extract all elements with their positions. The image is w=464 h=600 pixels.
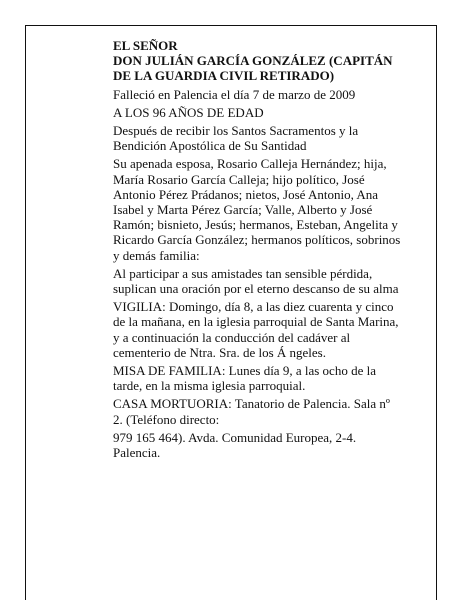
vigil-line: de la mañana, en la iglesia parroquial de Santa Marina, xyxy=(113,314,399,330)
family-mass-paragraph xyxy=(113,363,418,393)
family-line: Su apenada esposa, Rosario Calleja Hernández; hija, xyxy=(113,156,387,172)
sacraments-line: Bendición Apostólica de Su Santidad xyxy=(113,138,307,154)
vigil-paragraph xyxy=(113,299,418,360)
family-line: y demás familia: xyxy=(113,247,200,263)
family-line: María Rosario García Calleja; hijo político, José xyxy=(113,171,365,187)
sacraments-paragraph xyxy=(113,123,418,153)
death-notice: Falleció en Palencia el día 7 de marzo de 2009 xyxy=(113,86,356,102)
family-mass-line: MISA DE FAMILIA: Lunes día 9, a las ocho de la xyxy=(113,363,376,379)
funeral-home-line: 2. (Teléfono directo: xyxy=(113,411,220,427)
funeral-home-line: CASA MORTUORIA: Tanatorio de Palencia. Sala nº xyxy=(113,396,390,412)
family-line: Ramón; bisnieto, Jesús; hermanos, Esteban, Angelita y xyxy=(113,217,398,233)
vigil-line: cementerio de Ntra. Sra. de los Á ngeles. xyxy=(113,344,326,360)
vigil-line: y a continuación la conducción del cadáver al xyxy=(113,329,351,345)
heading-title: EL SEÑOR xyxy=(113,38,178,53)
obituary-notice xyxy=(113,38,418,460)
funeral-home-line: Palencia. xyxy=(113,445,161,461)
age-line: A LOS 96 AÑOS DE EDAD xyxy=(113,104,264,120)
sacraments-line: Después de recibir los Santos Sacramentos y la xyxy=(113,123,359,139)
request-line: Al participar a sus amistades tan sensible pérdida, xyxy=(113,265,373,281)
deceased-name: DON JULIÁN GARCÍA GONZÁLEZ (CAPITÁN xyxy=(113,53,393,69)
family-line: Ricardo García González; hermanos políticos, sobrinos xyxy=(113,232,401,248)
family-line: Antonio Pérez Prádanos; nietos, José Antonio, Ana xyxy=(113,186,379,202)
funeral-home-paragraph xyxy=(113,396,418,460)
vigil-line: VIGILIA: Domingo, día 8, a las diez cuarenta y cinco xyxy=(113,299,394,315)
family-paragraph xyxy=(113,156,418,262)
request-line: suplican una oración por el eterno descanso de su alma xyxy=(113,281,399,297)
family-line: Isabel y Marta Pérez García; Valle, Alberto y José xyxy=(113,202,373,218)
deceased-rank: DE LA GUARDIA CIVIL RETIRADO) xyxy=(113,68,335,84)
funeral-home-line: 979 165 464). Avda. Comunidad Europea, 2-4. xyxy=(113,429,357,445)
family-mass-line: tarde, en la misma iglesia parroquial. xyxy=(113,378,306,394)
request-paragraph xyxy=(113,266,418,296)
